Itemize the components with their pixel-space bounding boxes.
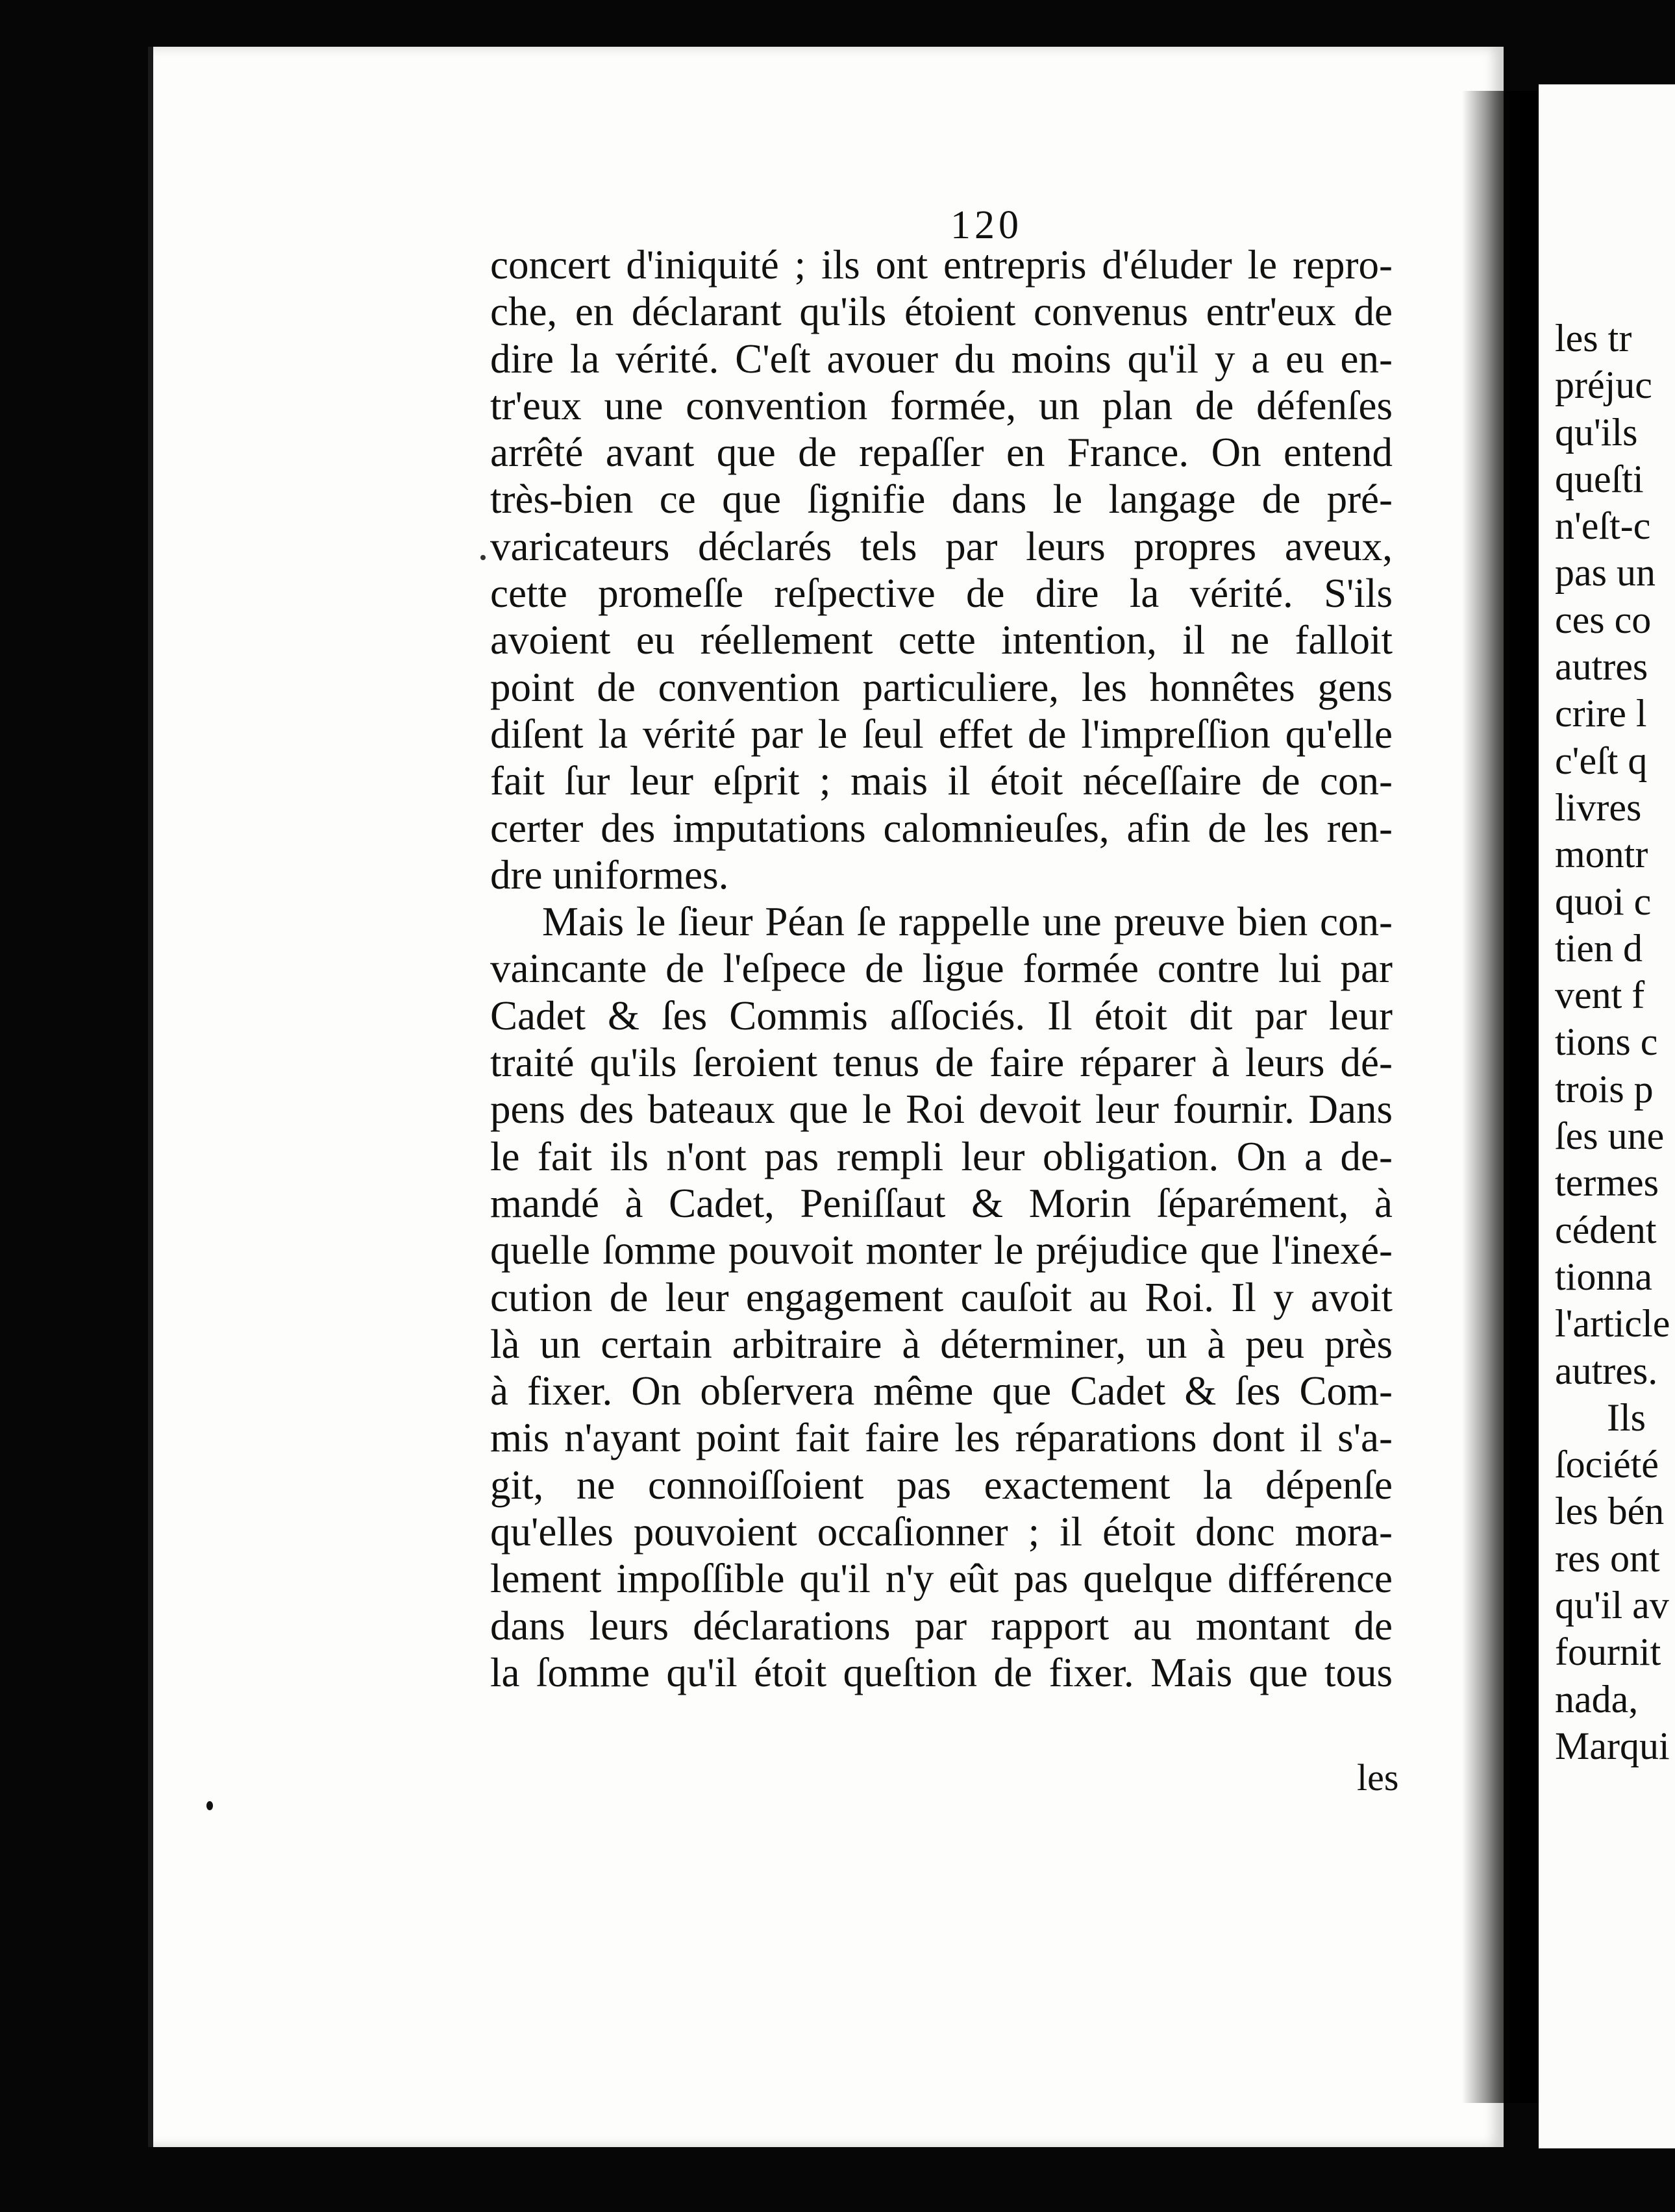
facing-text-line: pas un [1555, 551, 1656, 595]
facing-text-line: crire l [1555, 692, 1647, 735]
facing-text-line: tions c [1555, 1020, 1658, 1064]
text-line: git, ne connoiſſoient pas exactement la dépenſe [490, 1462, 1393, 1508]
text-line: arrêté avant que de repaſſer en France. On entend [490, 430, 1393, 476]
page-number: 120 [950, 203, 1023, 247]
facing-text-line: tionna [1555, 1255, 1652, 1298]
facing-text-line: tien d [1555, 926, 1643, 970]
main-text-block [490, 241, 1393, 1696]
facing-text-line: nada, [1555, 1677, 1639, 1721]
facing-text-line: quoi c [1555, 879, 1652, 923]
text-line: quelle ſomme pouvoit monter le préjudice que l'inexé- [490, 1227, 1393, 1273]
facing-page-text [1555, 315, 1670, 1769]
facing-text-line: c'eſt q [1555, 739, 1648, 782]
text-line: lement impoſſible qu'il n'y eût pas quelque différence [490, 1556, 1393, 1602]
gutter-shadow [1462, 91, 1540, 2103]
facing-text-line: termes [1555, 1161, 1659, 1205]
text-line: avoient eu réellement cette intention, il ne falloit [490, 617, 1393, 663]
text-line: la ſomme qu'il étoit queſtion de fixer. Mais que tous [490, 1649, 1393, 1695]
facing-text-line: n'eſt-c [1555, 504, 1651, 548]
facing-text-line: les tr [1555, 317, 1632, 360]
paper-speck [206, 1801, 213, 1810]
text-line: diſent la vérité par le ſeul effet de l'impreſſion qu'elle [490, 711, 1393, 757]
facing-text-line: livres [1555, 785, 1642, 829]
text-line: cution de leur engagement cauſoit au Roi. Il y avoit [490, 1274, 1393, 1320]
facing-text-line: res ont [1555, 1536, 1660, 1580]
facing-text-line: ces co [1555, 598, 1652, 641]
facing-text-line: les bén [1555, 1490, 1665, 1533]
text-line: mandé à Cadet, Peniſſaut & Morin ſéparément, à [490, 1180, 1393, 1226]
facing-text-line: trois p [1555, 1067, 1654, 1111]
facing-text-line: queſti [1555, 457, 1644, 500]
facing-text-line: préjuc [1555, 363, 1652, 407]
facing-text-line: fournit [1555, 1630, 1661, 1674]
text-line: à fixer. On obſervera même que Cadet & ſes Com- [490, 1368, 1393, 1414]
text-line: mis n'ayant point fait faire les réparations dont il s'a- [490, 1415, 1393, 1461]
facing-text-line: qu'il av [1555, 1584, 1669, 1627]
facing-text-line: ſes une [1555, 1114, 1665, 1158]
text-line: fait ſur leur eſprit ; mais il étoit néceſſaire de con- [490, 758, 1393, 804]
text-line: Cadet & ſes Commis aſſociés. Il étoit dit par leur [490, 992, 1393, 1038]
text-line: traité qu'ils ſeroient tenus de faire réparer à leurs dé- [490, 1040, 1393, 1086]
text-line: là un certain arbitraire à déterminer, un à peu près [490, 1321, 1393, 1367]
catchword: les [1357, 1756, 1399, 1799]
facing-page [1539, 84, 1675, 2148]
text-line: tr'eux une convention formée, un plan de défenſes [490, 382, 1393, 428]
text-line: vaincante de l'eſpece de ligue formée contre lui par [490, 946, 1393, 992]
facing-text-line: Ils [1607, 1395, 1646, 1439]
facing-text-line: Marqui [1555, 1724, 1670, 1767]
text-line: dre uniformes. [490, 852, 729, 898]
text-line: certer des imputations calomnieuſes, afin de les ren- [490, 805, 1393, 851]
text-line: che, en déclarant qu'ils étoient convenus entr'eux de [490, 289, 1393, 335]
text-line: cette promeſſe reſpective de dire la vérité. S'ils [490, 571, 1393, 617]
text-line: Mais le ſieur Péan ſe rappelle une preuve bien con- [542, 899, 1393, 945]
text-line: concert d'iniquité ; ils ont entrepris d'éluder le repro- [490, 242, 1393, 288]
facing-text-line: ſociété [1555, 1443, 1659, 1486]
text-line: pens des bateaux que le Roi devoit leur fournir. Dans [490, 1087, 1393, 1133]
text-line: qu'elles pouvoient occaſionner ; il étoit donc mora- [490, 1509, 1393, 1555]
facing-text-line: autres [1555, 645, 1648, 689]
text-line: dire la vérité. C'eſt avouer du moins qu'il y a eu en- [490, 336, 1393, 382]
facing-text-line: montr [1555, 833, 1648, 876]
text-line: point de convention particuliere, les honnêtes gens [490, 664, 1393, 710]
facing-text-line: cédent [1555, 1208, 1657, 1251]
paper-speck [480, 555, 486, 560]
text-line: varicateurs déclarés tels par leurs propres aveux, [490, 523, 1393, 569]
facing-text-line: autres. [1555, 1349, 1658, 1392]
text-line: très-bien ce que ſignifie dans le langage de pré- [490, 476, 1393, 522]
facing-text-line: l'article [1555, 1302, 1670, 1346]
facing-text-line: qu'ils [1555, 410, 1638, 454]
facing-text-line: vent f [1555, 974, 1645, 1017]
text-line: le fait ils n'ont pas rempli leur obligation. On a de- [490, 1133, 1393, 1179]
text-line: dans leurs déclarations par rapport au montant de [490, 1603, 1393, 1649]
